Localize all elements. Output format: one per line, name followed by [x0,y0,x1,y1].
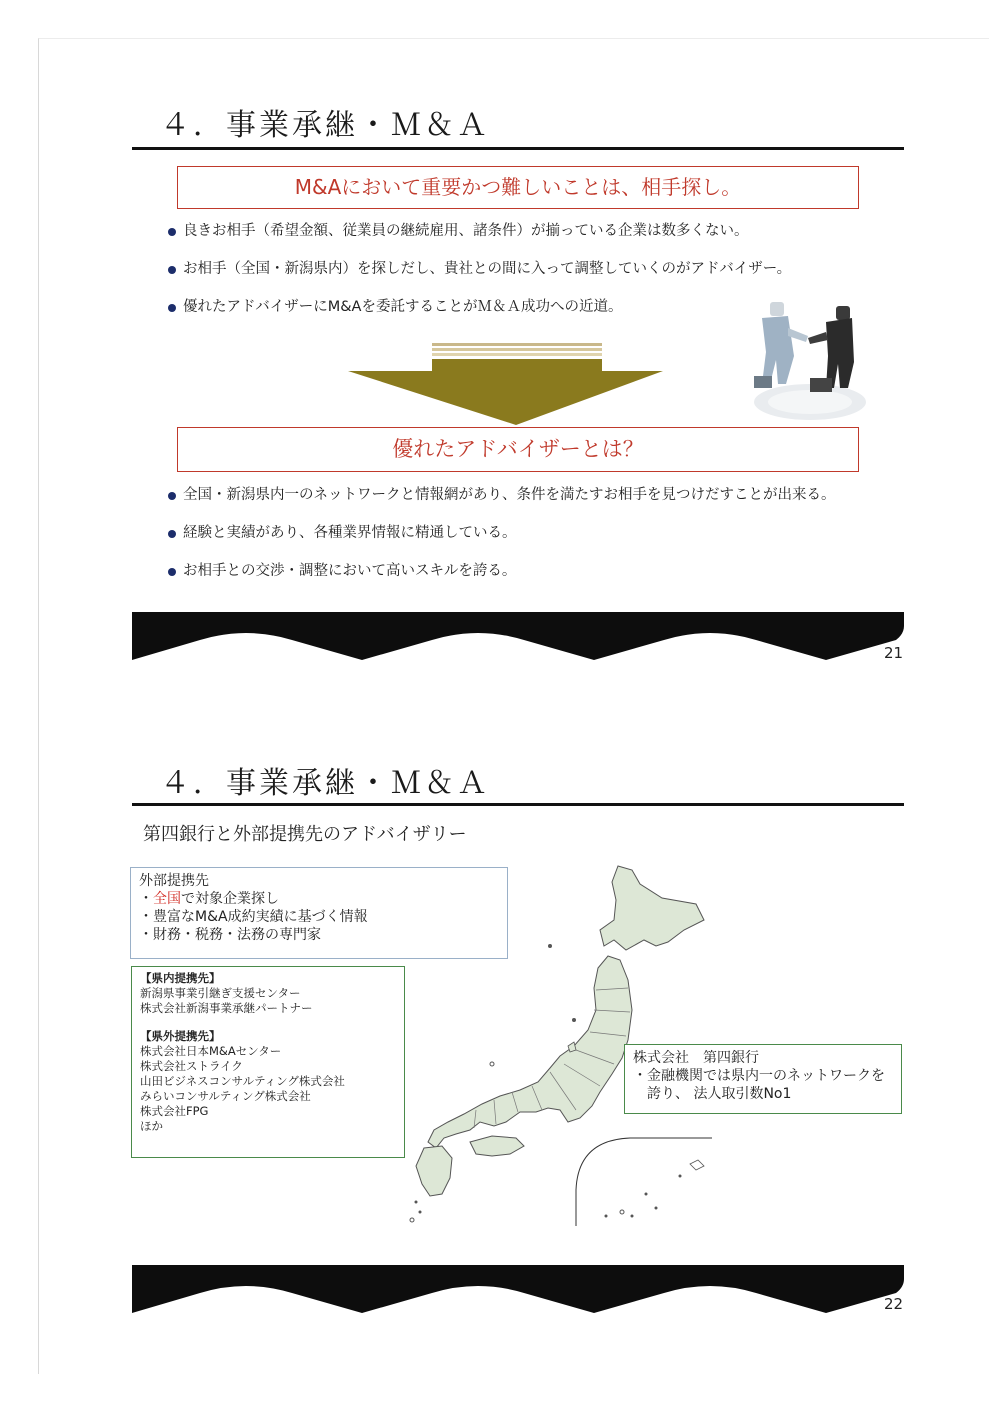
slide1-page-number: 21 [884,644,904,662]
bullet-text: 全国・新潟県内一のネットワークと情報網があり、条件を満たすお相手を見つけだすことが出来る。 [183,487,836,503]
in-pref-heading: 【県内提携先】 [140,971,221,985]
line-prefix: ・ [139,891,153,907]
list-item [168,524,868,543]
bullet-dot-icon [168,304,176,312]
slide1-title: ４．事業承継・Ｍ＆Ａ [160,108,490,143]
slide1-title-rule [132,147,904,150]
slide2-page-number: 22 [884,1295,904,1313]
bank-name: 株式会社 第四銀行 [633,1050,759,1066]
external-line-2: ・豊富なM&A成約実績に基づく情報 [139,909,368,925]
bullet-dot-icon [168,568,176,576]
external-line-3: ・財務・税務・法務の専門家 [139,927,321,943]
slide1-subheadline-box [177,427,859,472]
external-partners-box [130,867,508,959]
down-arrow-icon [348,343,663,425]
list-item [168,486,868,505]
list-item: 株式会社ストライク [140,1059,243,1073]
external-line-1 [139,890,499,908]
slide1-headline-box [177,166,859,209]
slide1-bullet-list-2 [168,486,868,581]
list-item: 株式会社日本M&Aセンター [140,1044,282,1058]
highlight-text: 全国 [153,891,181,907]
slide1-headline: M&Aにおいて重要かつ難しいことは、相手探し。 [294,175,742,199]
bullet-text: お相手（全国・新潟県内）を探しだし、貴社との間に入って調整していくのがアドバイザー。 [183,261,792,277]
bullet-dot-icon [168,266,176,274]
slide2-subtitle: 第四銀行と外部提携先のアドバイザリー [143,824,467,845]
slide2-title: ４．事業承継・Ｍ＆Ａ [160,766,490,801]
bank-desc-2: 誇り、 法人取引数No1 [633,1086,792,1102]
bullet-dot-icon [168,228,176,236]
external-heading: 外部提携先 [139,873,209,889]
bullet-dot-icon [168,492,176,500]
slide2-title-rule [132,803,904,806]
partner-list-box [131,966,405,1158]
list-item: みらいコンサルティング株式会社 [140,1089,311,1103]
list-item: 株式会社FPG [140,1104,209,1118]
list-item: 新潟県事業引継ぎ支援センター [140,986,301,1000]
handshake-illustration [748,292,866,424]
slide2-footer-band [132,1265,904,1315]
bank-desc-1: ・金融機関では県内一のネットワークを [633,1068,885,1084]
list-item: 山田ビジネスコンサルティング株式会社 [140,1074,345,1088]
bank-box [624,1044,902,1114]
out-pref-heading: 【県外提携先】 [140,1029,221,1043]
list-item: ほか [140,1119,163,1133]
line-rest: で対象企業探し [181,891,279,907]
bullet-text: お相手との交渉・調整において高いスキルを誇る。 [183,563,517,579]
slide1-subheadline: 優れたアドバイザーとは？ [392,437,644,461]
bullet-text: 経験と実績があり、各種業界情報に精通している。 [183,525,517,541]
bullet-text: 良きお相手（希望金額、従業員の継続雇用、諸条件）が揃っている企業は数多くない。 [183,223,749,239]
slide1-footer-band [132,612,904,662]
bullet-dot-icon [168,530,176,538]
bullet-text: 優れたアドバイザーにM&Aを委託することがＭ＆Ａ成功への近道。 [183,299,623,315]
list-item [168,260,868,279]
list-item [168,222,868,241]
list-item [168,562,868,581]
spacer [140,1016,396,1029]
list-item: 株式会社新潟事業承継パートナー [140,1001,313,1015]
